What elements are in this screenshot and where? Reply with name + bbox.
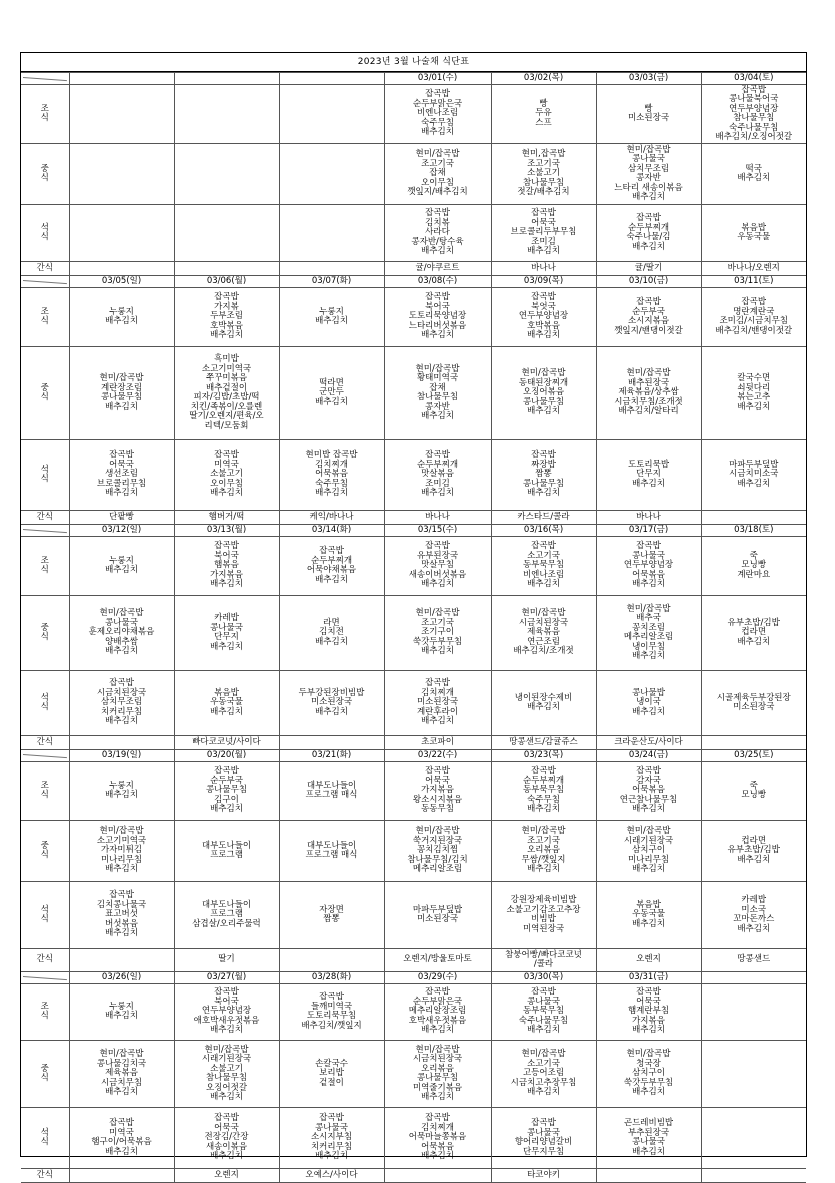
date-cell: 03/17(금) <box>596 525 701 537</box>
lunch-menu-cell: 칼국수면 쇠뒷다리 볶는고추 배추김치 <box>701 347 806 440</box>
lunch-menu-cell: 현미/잡곡밥 조고기국 잡채 오이무침 깻잎지/배추김치 <box>384 144 491 205</box>
dinner-menu-cell: 잡곡밥 김치콩나물국 표고버섯 버섯볶음 배추김치 <box>69 882 174 949</box>
lunch-menu-cell: 현미/잡곡밥 시래기된장국 삼치구이 미나리무침 배추김치 <box>596 821 701 882</box>
snack-row <box>21 511 806 525</box>
dinner-label: 석 식 <box>21 882 69 949</box>
date-header-row <box>21 972 806 984</box>
date-cell: 03/23(목) <box>491 750 596 762</box>
dinner-menu-cell: 자장면 짬뽕 <box>279 882 384 949</box>
corner-cell <box>21 525 69 537</box>
breakfast-menu-cell: 빵 두유 스프 <box>491 85 596 144</box>
breakfast-menu-cell: 빵 미소된장국 <box>596 85 701 144</box>
dinner-label: 석 식 <box>21 671 69 736</box>
lunch-menu-cell: 카레밥 콩나물국 단무지 배추김치 <box>174 596 279 671</box>
lunch-menu-cell <box>174 144 279 205</box>
breakfast-menu-cell: 잡곡밥 콩나물국 연두부양념장 어묵볶음 배추김치 <box>596 537 701 596</box>
date-cell <box>174 73 279 85</box>
dinner-menu-cell: 두부강된장비빔밥 미소된장국 배추김치 <box>279 671 384 736</box>
breakfast-menu-cell <box>69 85 174 144</box>
lunch-label: 중 식 <box>21 347 69 440</box>
date-cell: 03/29(수) <box>384 972 491 984</box>
dinner-row <box>21 205 806 262</box>
dinner-menu-cell: 잡곡밥 순두부찌개 숙주나물/김 배추김치 <box>596 205 701 262</box>
dinner-menu-cell: 냉이된장수제비 배추김치 <box>491 671 596 736</box>
breakfast-menu-cell: 잡곡밥 감자국 어묵볶음 연근참나물무침 배추김치 <box>596 762 701 821</box>
snack-cell: 땅콩샌드 <box>701 949 806 972</box>
dinner-menu-cell: 잡곡밥 짜장밥 짬뽕 콩나물무침 배추김치 <box>491 440 596 511</box>
dinner-label: 석 식 <box>21 205 69 262</box>
breakfast-menu-cell: 잡곡밥 북어국 연두부양념장 애호박새우젓볶음 배추김치 <box>174 984 279 1041</box>
snack-row <box>21 949 806 972</box>
date-cell: 03/26(일) <box>69 972 174 984</box>
dinner-menu-cell: 잡곡밥 어묵국 브로콜리두부무침 조미김 배추김치 <box>491 205 596 262</box>
date-cell: 03/14(화) <box>279 525 384 537</box>
lunch-menu-cell: 현미/잡곡밥 배추된장국 제육볶음/상추쌈 시금치무침/조개젓 배추김치/알타리 <box>596 347 701 440</box>
date-cell: 03/28(화) <box>279 972 384 984</box>
lunch-menu-cell <box>279 144 384 205</box>
date-cell: 03/06(월) <box>174 276 279 288</box>
snack-cell <box>279 736 384 750</box>
dinner-menu-cell: 잡곡밥 시금치된장국 삼치무조림 치커리무침 배추김치 <box>69 671 174 736</box>
snack-cell <box>701 1169 806 1183</box>
dinner-menu-cell: 대부도나들이 프로그램 삼겹살/오리주물럭 <box>174 882 279 949</box>
lunch-row <box>21 596 806 671</box>
date-cell: 03/07(화) <box>279 276 384 288</box>
date-cell: 03/11(토) <box>701 276 806 288</box>
breakfast-label: 조 식 <box>21 984 69 1041</box>
snack-cell <box>279 949 384 972</box>
lunch-menu-cell: 현미/잡곡밥 청국장 삼치구이 쑥갓두부무침 배추김치 <box>596 1041 701 1108</box>
snack-cell <box>69 736 174 750</box>
snack-cell: 타코야키 <box>491 1169 596 1183</box>
date-cell: 03/25(토) <box>701 750 806 762</box>
lunch-label: 중 식 <box>21 1041 69 1108</box>
snack-cell: 오렌지 <box>174 1169 279 1183</box>
dinner-menu-cell: 잡곡밥 김치찌개 어묵마늘쫑볶음 어묵볶음 배추김치 <box>384 1108 491 1169</box>
breakfast-menu-cell: 잡곡밥 순두부국 콩나물무침 김구이 배추김치 <box>174 762 279 821</box>
date-cell: 03/01(수) <box>384 73 491 85</box>
dinner-label: 석 식 <box>21 1108 69 1169</box>
lunch-menu-cell <box>701 1041 806 1108</box>
breakfast-menu-cell <box>701 984 806 1041</box>
breakfast-menu-cell: 잡곡밥 북엇국 연두부양념장 호박볶음 배추김치 <box>491 288 596 347</box>
breakfast-menu-cell: 죽 모닝빵 계란마요 <box>701 537 806 596</box>
dinner-menu-cell: 시골제육두부강된장 미소된장국 <box>701 671 806 736</box>
lunch-menu-cell <box>69 144 174 205</box>
snack-cell: 단팥빵 <box>69 511 174 525</box>
lunch-menu-cell: 대부도나들이 프로그램 매식 <box>279 821 384 882</box>
breakfast-menu-cell: 잡곡밥 북어국 햄볶음 가지볶음 배추김치 <box>174 537 279 596</box>
lunch-menu-cell: 현미/잡곡밥 콩나물국 훈제오리야채볶음 양배추쌈 배추김치 <box>69 596 174 671</box>
breakfast-menu-cell <box>279 85 384 144</box>
dinner-menu-cell: 잡곡밥 미역국 햄구이/어묵볶음 배추김치 <box>69 1108 174 1169</box>
snack-label: 간식 <box>21 1169 69 1183</box>
dinner-row <box>21 440 806 511</box>
dinner-row <box>21 882 806 949</box>
breakfast-menu-cell: 대부도나들이 프로그램 매식 <box>279 762 384 821</box>
dinner-menu-cell <box>174 205 279 262</box>
lunch-menu-cell: 현미/잡곡밥 조고기국 오리볶음 무쌈/깻잎지 배추김치 <box>491 821 596 882</box>
date-cell: 03/31(금) <box>596 972 701 984</box>
snack-cell: 참붕어빵/빠다코코넛 /콜라 <box>491 949 596 972</box>
lunch-menu-cell: 현미,잡곡밥 조고기국 소불고기 참나물무침 젓갈/배추김치 <box>491 144 596 205</box>
date-cell: 03/13(월) <box>174 525 279 537</box>
dinner-menu-cell: 카레밥 미소국 꼬마돈까스 배추김치 <box>701 882 806 949</box>
breakfast-label: 조 식 <box>21 762 69 821</box>
snack-cell: 케익/바나나 <box>279 511 384 525</box>
date-cell: 03/16(목) <box>491 525 596 537</box>
date-cell: 03/04(토) <box>701 73 806 85</box>
dinner-menu-cell: 볶음밥 우동국물 배추김치 <box>596 882 701 949</box>
snack-cell: 오예스/사이다 <box>279 1169 384 1183</box>
lunch-menu-cell: 컵라면 유부초밥/김밥 배추김치 <box>701 821 806 882</box>
lunch-menu-cell: 떡국 배추김치 <box>701 144 806 205</box>
breakfast-row <box>21 984 806 1041</box>
date-cell: 03/19(일) <box>69 750 174 762</box>
snack-label: 간식 <box>21 262 69 276</box>
dinner-menu-cell: 잡곡밥 순두부찌개 맛살볶음 조미김 배추김치 <box>384 440 491 511</box>
snack-label: 간식 <box>21 511 69 525</box>
date-cell: 03/15(수) <box>384 525 491 537</box>
snack-cell <box>279 262 384 276</box>
breakfast-label: 조 식 <box>21 85 69 144</box>
snack-cell: 귤/야쿠르트 <box>384 262 491 276</box>
lunch-menu-cell: 현미/잡곡밥 시래기된장국 소불고기 참나물무침 오징어젓갈 배추김치 <box>174 1041 279 1108</box>
breakfast-menu-cell: 잡곡밥 콩나물국 동부묵무침 숙주나물무침 배추김치 <box>491 984 596 1041</box>
breakfast-menu-cell: 잡곡밥 순두부맑은국 비엔나조림 숙주무침 배추김치 <box>384 85 491 144</box>
date-cell: 03/09(목) <box>491 276 596 288</box>
lunch-menu-cell: 현미/잡곡밥 콩나물김치국 제육볶음 시금치무침 배추김치 <box>69 1041 174 1108</box>
snack-cell <box>384 1169 491 1183</box>
corner-cell <box>21 972 69 984</box>
dinner-menu-cell: 곤드레비빔밥 부추된장국 콩나물국 배추김치 <box>596 1108 701 1169</box>
snack-cell <box>69 1169 174 1183</box>
lunch-menu-cell: 유부초밥/김밥 컵라면 배추김치 <box>701 596 806 671</box>
dinner-menu-cell: 볶음밥 우동국물 <box>701 205 806 262</box>
snack-cell: 초코파이 <box>384 736 491 750</box>
date-cell: 03/02(목) <box>491 73 596 85</box>
date-cell: 03/24(금) <box>596 750 701 762</box>
breakfast-menu-cell: 누룽지 배추김치 <box>279 288 384 347</box>
page-title: 2023년 3월 나술채 식단표 <box>21 53 806 72</box>
lunch-label: 중 식 <box>21 596 69 671</box>
date-header-row <box>21 73 806 85</box>
date-header-row <box>21 525 806 537</box>
date-cell: 03/22(수) <box>384 750 491 762</box>
date-cell: 03/05(일) <box>69 276 174 288</box>
snack-cell: 바나나 <box>384 511 491 525</box>
lunch-menu-cell: 떡라면 군만두 배추김치 <box>279 347 384 440</box>
snack-row <box>21 1169 806 1183</box>
lunch-row <box>21 347 806 440</box>
breakfast-menu-cell: 잡곡밥 들깨미역국 도토리묵무침 배추김치/깻잎지 <box>279 984 384 1041</box>
dinner-row <box>21 1108 806 1169</box>
date-cell <box>279 73 384 85</box>
date-cell: 03/10(금) <box>596 276 701 288</box>
breakfast-menu-cell: 잡곡밥 어묵국 가지볶음 왕소시지볶음 동동무침 <box>384 762 491 821</box>
lunch-row <box>21 1041 806 1108</box>
breakfast-menu-cell <box>174 85 279 144</box>
snack-cell <box>69 949 174 972</box>
lunch-menu-cell: 라면 김치전 배추김치 <box>279 596 384 671</box>
date-cell: 03/20(월) <box>174 750 279 762</box>
snack-label: 간식 <box>21 949 69 972</box>
lunch-menu-cell: 현미/잡곡밥 황태미역국 잡채 참나물무침 콩자반 배추김치 <box>384 347 491 440</box>
breakfast-menu-cell: 잡곡밥 순두부국 소시지볶음 깻잎지/밴댕이젓갈 <box>596 288 701 347</box>
dinner-menu-cell <box>701 1108 806 1169</box>
lunch-menu-cell: 현미/잡곡밥 시금치된장국 오리볶음 콩나물무침 미역줄기볶음 배추김치 <box>384 1041 491 1108</box>
lunch-menu-cell: 현미/잡곡밥 시금치된장국 제육볶음 연근조림 배추김치/조개젓 <box>491 596 596 671</box>
breakfast-row <box>21 762 806 821</box>
dinner-row <box>21 671 806 736</box>
breakfast-menu-cell: 누룽지 배추김치 <box>69 984 174 1041</box>
lunch-menu-cell: 현미/잡곡밥 콩나물국 삼치무조림 콩자반 느타리 새송이볶음 배추김치 <box>596 144 701 205</box>
snack-cell <box>174 262 279 276</box>
date-header-row <box>21 750 806 762</box>
snack-cell <box>596 1169 701 1183</box>
lunch-label: 중 식 <box>21 821 69 882</box>
breakfast-menu-cell: 누룽지 배추김치 <box>69 537 174 596</box>
snack-cell: 오렌지 <box>596 949 701 972</box>
date-cell: 03/08(수) <box>384 276 491 288</box>
dinner-menu-cell: 콩나물밥 냉이국 배추김치 <box>596 671 701 736</box>
snack-cell: 귤/딸기 <box>596 262 701 276</box>
snack-cell: 바나나 <box>596 511 701 525</box>
breakfast-row <box>21 288 806 347</box>
dinner-menu-cell: 잡곡밥 콩나물국 소시지부침 치커리무침 배추김치 <box>279 1108 384 1169</box>
menu-table <box>21 72 806 1183</box>
breakfast-menu-cell: 잡곡밥 소고기국 동부묵무침 비엔나조림 배추김치 <box>491 537 596 596</box>
date-cell: 03/12(일) <box>69 525 174 537</box>
lunch-menu-cell: 현미/잡곡밥 배추국 꽁치조림 메추리알조림 냉이무침 배추김치 <box>596 596 701 671</box>
date-cell: 03/18(토) <box>701 525 806 537</box>
snack-cell: 땅콩샌드/감귤쥬스 <box>491 736 596 750</box>
dinner-menu-cell: 현미밥 잡곡밥 김치찌개 어묵볶음 숙주무침 배추김치 <box>279 440 384 511</box>
lunch-menu-cell: 흑미밥 소고기미역국 쭈꾸미볶음 배추겉절이 피자/김밥/초밥/떡 치킨/족볶이/오를렌 딸기/오렌지/편육/오 리텍/모둠회 <box>174 347 279 440</box>
date-cell <box>701 972 806 984</box>
breakfast-menu-cell: 잡곡밥 북어국 도토리묵양념장 느타리버섯볶음 배추김치 <box>384 288 491 347</box>
breakfast-menu-cell: 잡곡밥 콩나물북어국 연두부양념장 참나물무침 숙주나물무침 배추김치/오징어젓갈 <box>701 85 806 144</box>
date-cell: 03/27(월) <box>174 972 279 984</box>
breakfast-menu-cell: 잡곡밥 명란계란국 조미김/시금치무침 배추김치/밴댕이젓갈 <box>701 288 806 347</box>
breakfast-menu-cell: 누룽지 배추김치 <box>69 762 174 821</box>
breakfast-menu-cell: 잡곡밥 순두부맑은국 메추리알장조림 호박새우젓볶음 배추김치 <box>384 984 491 1041</box>
menu-sheet <box>20 52 807 1180</box>
breakfast-menu-cell: 잡곡밥 순두부찌개 어묵야채볶음 배추김치 <box>279 537 384 596</box>
date-header-row <box>21 276 806 288</box>
dinner-menu-cell: 잡곡밥 어묵국 전장김/간장 새송이볶음 배추김치 <box>174 1108 279 1169</box>
lunch-menu-cell: 현미/잡곡밥 계란장조림 콩나물무침 배추김치 <box>69 347 174 440</box>
dinner-menu-cell <box>69 205 174 262</box>
snack-cell: 딸기 <box>174 949 279 972</box>
breakfast-label: 조 식 <box>21 537 69 596</box>
dinner-label: 석 식 <box>21 440 69 511</box>
dinner-menu-cell: 잡곡밥 미역국 소불고기 오이무침 배추김치 <box>174 440 279 511</box>
snack-cell: 빠다코코넛/사이다 <box>174 736 279 750</box>
snack-label: 간식 <box>21 736 69 750</box>
dinner-menu-cell: 볶음밥 우동국물 배추김치 <box>174 671 279 736</box>
corner-cell <box>21 73 69 85</box>
date-cell: 03/03(금) <box>596 73 701 85</box>
dinner-menu-cell: 잡곡밥 김치볶 사라다 콩자반/탕수육 배추김치 <box>384 205 491 262</box>
snack-cell: 바나나/오렌지 <box>701 262 806 276</box>
snack-cell: 바나나 <box>491 262 596 276</box>
dinner-menu-cell: 잡곡밥 김치찌개 미소된장국 계란후라이 배추김치 <box>384 671 491 736</box>
dinner-menu-cell: 잡곡밥 콩나물국 향어리양념갈비 단무지무침 <box>491 1108 596 1169</box>
breakfast-menu-cell: 잡곡밥 유부된장국 맛살무침 새송이버섯볶음 배추김치 <box>384 537 491 596</box>
breakfast-menu-cell: 잡곡밥 가지볶 두부조림 호박볶음 배추김치 <box>174 288 279 347</box>
lunch-row <box>21 821 806 882</box>
breakfast-label: 조 식 <box>21 288 69 347</box>
snack-row <box>21 262 806 276</box>
lunch-menu-cell: 현미/잡곡밥 소고기미역국 가자미튀김 미나리무침 배추김치 <box>69 821 174 882</box>
corner-cell <box>21 750 69 762</box>
snack-cell: 햄버거/떡 <box>174 511 279 525</box>
dinner-menu-cell: 마파두부덮밥 시금치미소국 배추김치 <box>701 440 806 511</box>
breakfast-menu-cell: 잡곡밥 어묵국 햄계란부침 가지볶음 배추김치 <box>596 984 701 1041</box>
corner-cell <box>21 276 69 288</box>
snack-cell <box>701 511 806 525</box>
breakfast-menu-cell: 잡곡밥 순두부찌개 동부묵무침 숙주무침 배추김치 <box>491 762 596 821</box>
lunch-menu-cell: 현미/잡곡밥 쑥거지된장국 꽁치김치찜 참나물무침/김치 메추리알조림 <box>384 821 491 882</box>
lunch-menu-cell: 대부도나들이 프로그램 <box>174 821 279 882</box>
dinner-menu-cell: 강원장제육비빔밥 소불고기감조고추장 비빔밥 미역된장국 <box>491 882 596 949</box>
snack-row <box>21 736 806 750</box>
lunch-label: 중 식 <box>21 144 69 205</box>
breakfast-row <box>21 537 806 596</box>
snack-cell: 크라운산도/사이다 <box>596 736 701 750</box>
lunch-menu-cell: 현미/잡곡밥 조고기국 조기구이 쑥갓두부무침 배추김치 <box>384 596 491 671</box>
snack-cell <box>701 736 806 750</box>
dinner-menu-cell <box>279 205 384 262</box>
date-cell: 03/30(목) <box>491 972 596 984</box>
lunch-menu-cell: 손칼국수 보리밥 겉절이 <box>279 1041 384 1108</box>
dinner-menu-cell: 마파두부덮밥 미소된장국 <box>384 882 491 949</box>
snack-cell: 카스타드/콜라 <box>491 511 596 525</box>
breakfast-row <box>21 85 806 144</box>
date-cell: 03/21(화) <box>279 750 384 762</box>
lunch-menu-cell: 현미/잡곡밥 소고기국 고등어조림 시금치고추장무침 배추김치 <box>491 1041 596 1108</box>
lunch-row <box>21 144 806 205</box>
date-cell <box>69 73 174 85</box>
dinner-menu-cell: 잡곡밥 어묵국 생선조림 브로콜리무침 배추김치 <box>69 440 174 511</box>
lunch-menu-cell: 현미/잡곡밥 동태된장찌개 오징어볶음 콩나물무침 배추김치 <box>491 347 596 440</box>
breakfast-menu-cell: 누룽지 배추김치 <box>69 288 174 347</box>
dinner-menu-cell: 도토리묵밥 단무지 배추김치 <box>596 440 701 511</box>
breakfast-menu-cell: 죽 모닝빵 <box>701 762 806 821</box>
snack-cell: 오렌지/방울토마토 <box>384 949 491 972</box>
snack-cell <box>69 262 174 276</box>
